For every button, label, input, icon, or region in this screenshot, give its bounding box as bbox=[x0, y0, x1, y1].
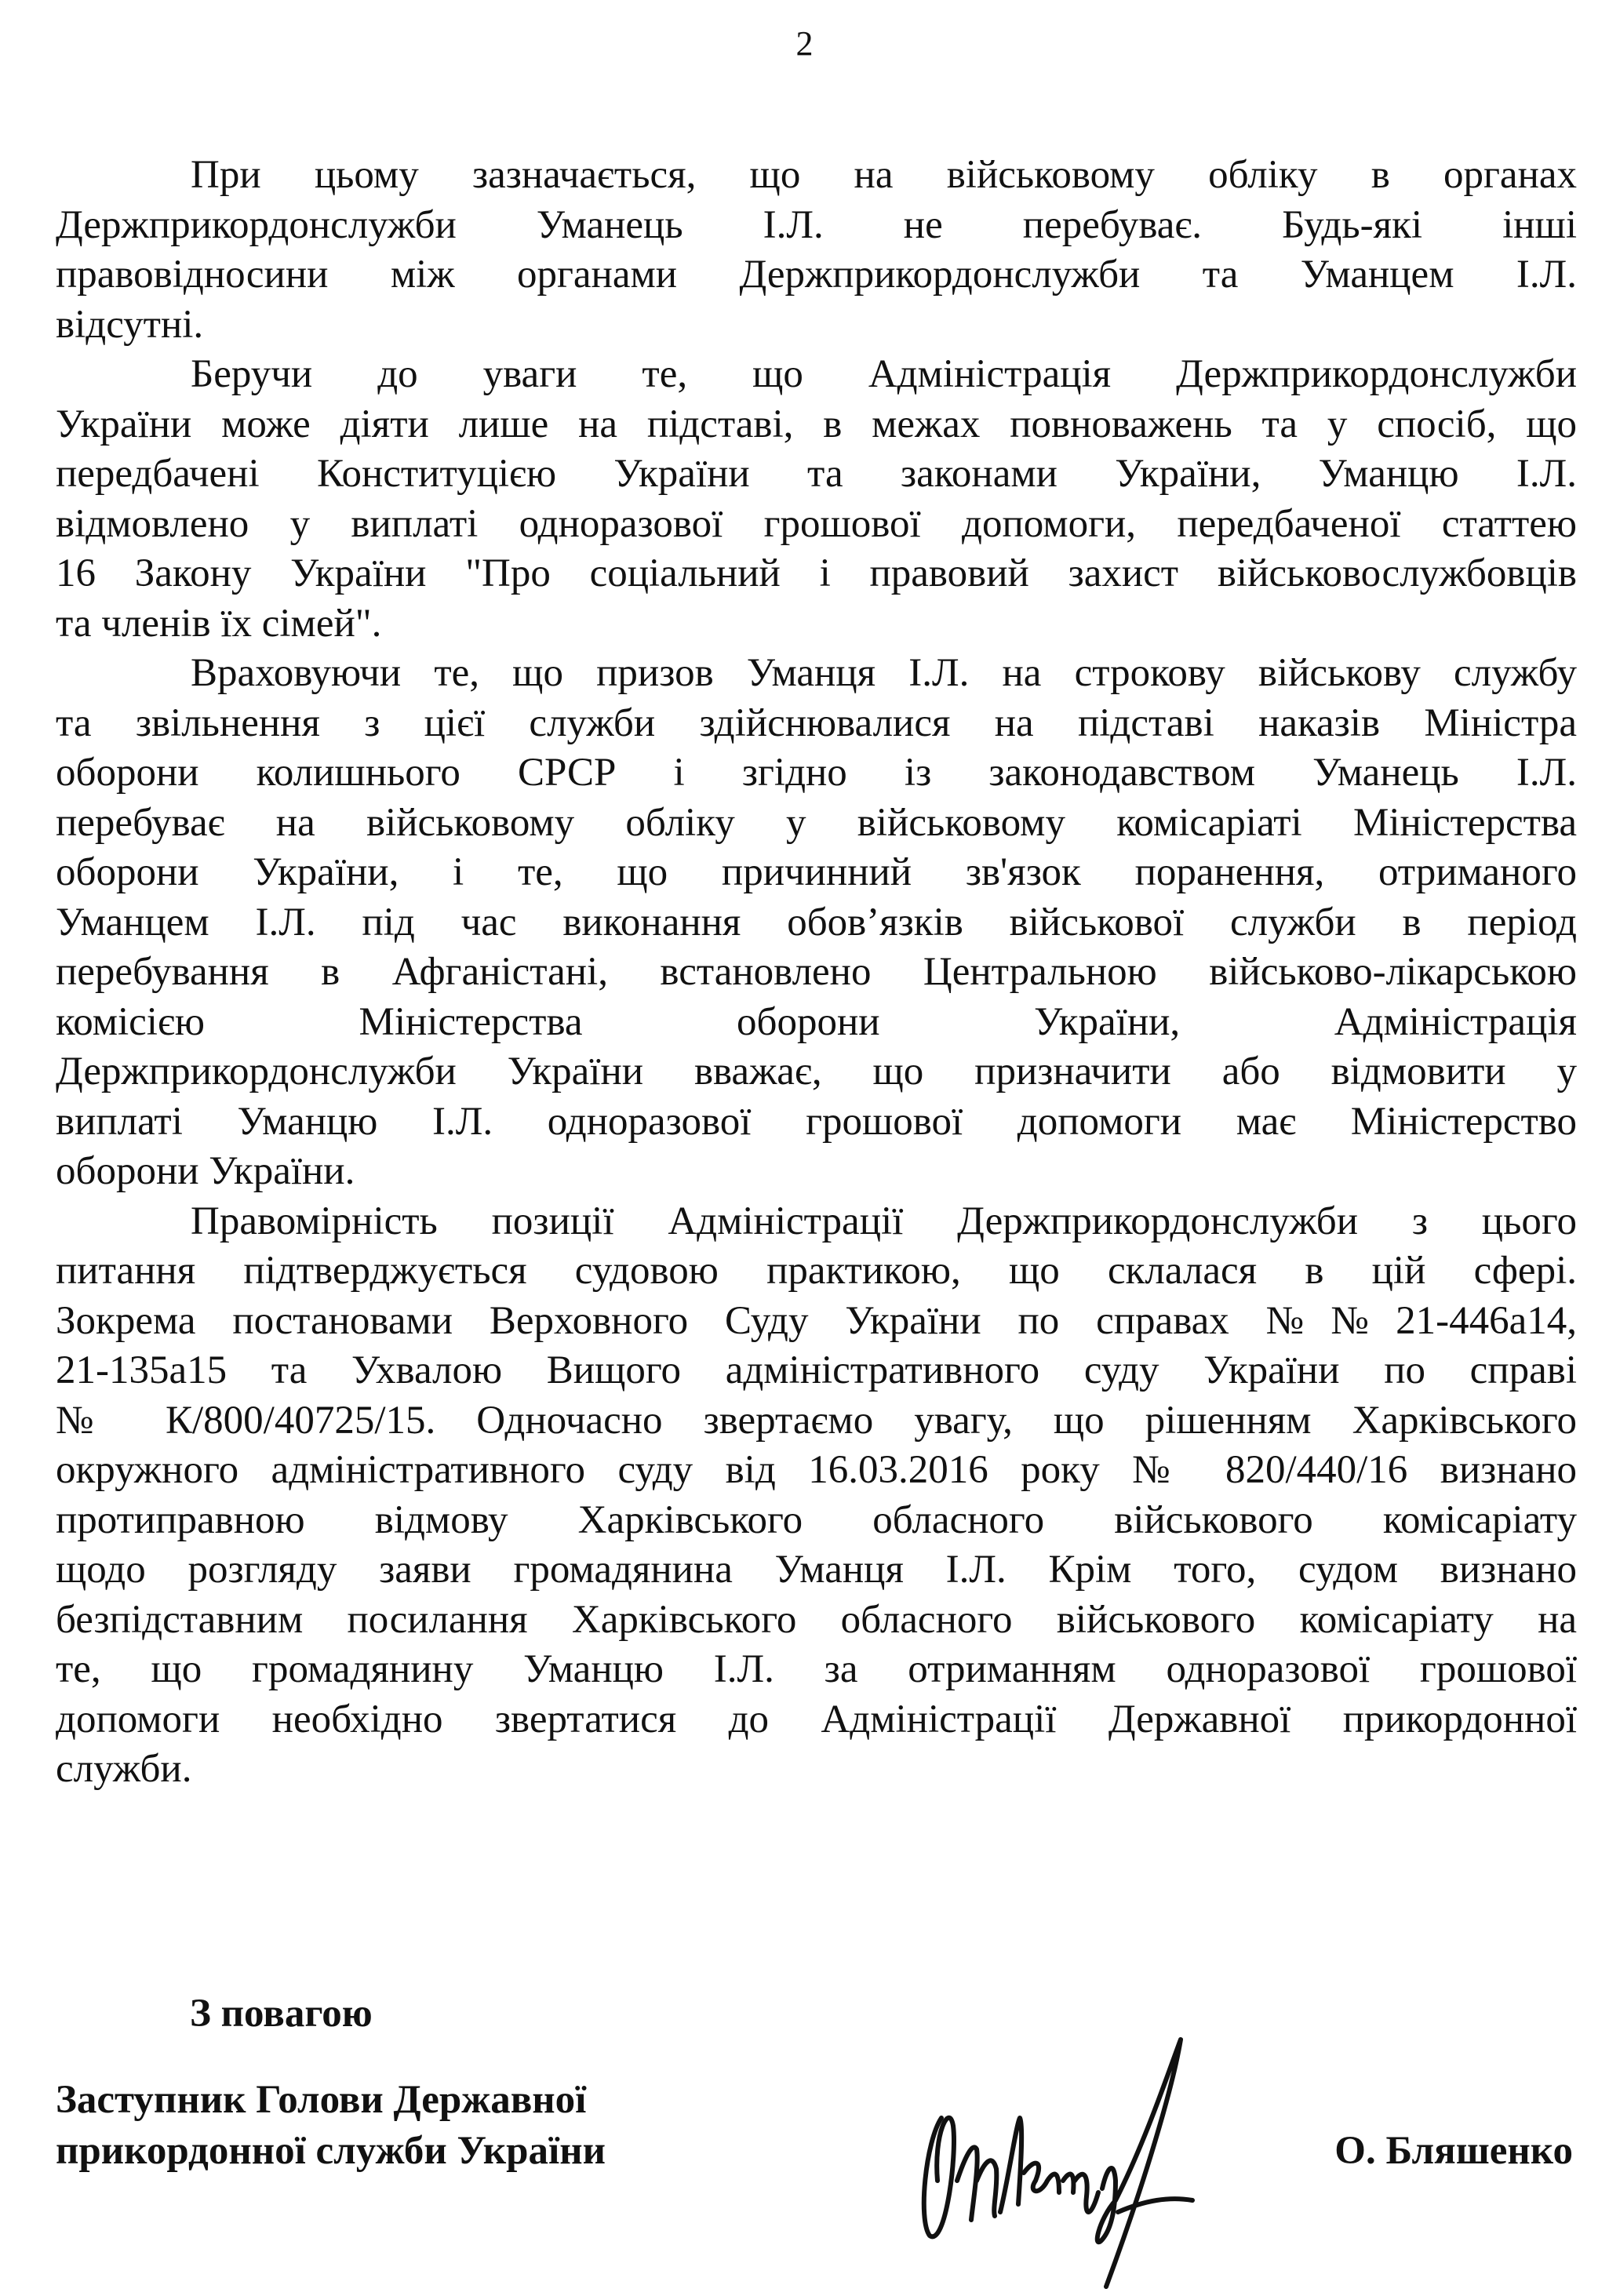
page-number: 2 bbox=[795, 24, 814, 63]
paragraph-line: те, що громадянину Уманцю І.Л. за отриманням одноразової грошової bbox=[56, 1647, 1577, 1691]
paragraph-line: Правомірність позиції Адміністрації Держприкордонслужби з цього bbox=[191, 1199, 1577, 1243]
paragraph-line: комісією Міністерства оборони України, Адміністрація bbox=[56, 999, 1577, 1044]
paragraph-line: оборони колишнього СРСР і згідно із законодавством Уманець І.Л. bbox=[56, 751, 1577, 795]
paragraph-line: Держприкордонслужби України вважає, що призначити або відмовити у bbox=[56, 1050, 1577, 1093]
paragraph-line: протиправною відмову Харківського обласного військового комісаріату bbox=[56, 1497, 1577, 1542]
closing-regards: З повагою bbox=[190, 1992, 373, 2036]
paragraph-line: окружного адміністративного суду від 16.03.2016 року № 820/440/16 визнано bbox=[56, 1448, 1577, 1492]
paragraph-line: передбачені Конституцією України та законами України, Уманцю І.Л. bbox=[56, 452, 1577, 496]
paragraph-line: 16 Закону України "Про соціальний і правовий захист військовослужбовців bbox=[56, 551, 1577, 595]
paragraph-line: перебуває на військовому обліку у військовому комісаріаті Міністерства bbox=[56, 800, 1577, 845]
paragraph-line: Держприкордонслужби Уманець І.Л. не перебуває. Будь-які інші bbox=[56, 202, 1577, 247]
paragraph-line: та членів їх сімей". bbox=[56, 601, 382, 646]
paragraph-line: допомоги необхідно звертатися до Адміністрації Державної прикордонної bbox=[56, 1697, 1577, 1741]
paragraph-line: При цьому зазначається, що на військовому обліку в органах bbox=[191, 153, 1577, 197]
signer-position-line-1: Заступник Голови Державної bbox=[56, 2078, 587, 2122]
paragraph-line: служби. bbox=[56, 1747, 192, 1791]
signer-position-line-2: прикордонної служби України bbox=[56, 2129, 606, 2173]
handwritten-signature bbox=[910, 2024, 1349, 2291]
paragraph-line: Беручи до уваги те, що Адміністрація Держприкордонслужби bbox=[191, 352, 1577, 396]
paragraph-line: відсутні. bbox=[56, 302, 204, 347]
paragraph-line: Враховуючи те, що призов Уманця І.Л. на строкову військову службу bbox=[191, 651, 1577, 695]
paragraph-line: оборони України. bbox=[56, 1149, 355, 1193]
paragraph-line: № К/800/40725/15. Одночасно звертаємо увагу, що рішенням Харківського bbox=[56, 1398, 1577, 1443]
letter-body bbox=[56, 151, 1577, 1795]
paragraph-line: та звільнення з цієї служби здійснювалися на підставі наказів Міністра bbox=[56, 700, 1577, 745]
paragraph-line: перебування в Афганістані, встановлено Центральною військово-лікарською bbox=[56, 950, 1577, 994]
paragraph-line: виплаті Уманцю І.Л. одноразової грошової допомоги має Міністерство bbox=[56, 1099, 1577, 1144]
paragraph-line: питання підтверджується судовою практикою, що склалася в цій сфері. bbox=[56, 1249, 1577, 1293]
paragraph-line: безпідставним посилання Харківського обласного військового комісаріату на bbox=[56, 1597, 1577, 1642]
paragraph-line: Зокрема постановами Верховного Суду України по справах №№21-446а14, bbox=[56, 1298, 1577, 1343]
signer-name: О. Бляшенко bbox=[1334, 2129, 1573, 2173]
paragraph-line: правовідносини між органами Держприкордонслужби та Уманцем І.Л. bbox=[56, 253, 1577, 297]
paragraph-line: 21-135а15 та Ухвалою Вищого адміністративного суду України по справі bbox=[56, 1348, 1577, 1392]
paragraph-line: Уманцем І.Л. під час виконання обов’язків військової служби в період bbox=[56, 900, 1577, 944]
paragraph-line: відмовлено у виплаті одноразової грошової допомоги, передбаченої статтею bbox=[56, 501, 1577, 546]
paragraph-line: України може діяти лише на підставі, в межах повноважень та у спосіб, що bbox=[56, 402, 1577, 446]
paragraph-line: оборони України, і те, що причинний зв'язок поранення, отриманого bbox=[56, 850, 1577, 894]
paragraph-line: щодо розгляду заяви громадянина Уманця І.Л. Крім того, судом визнано bbox=[56, 1548, 1577, 1592]
